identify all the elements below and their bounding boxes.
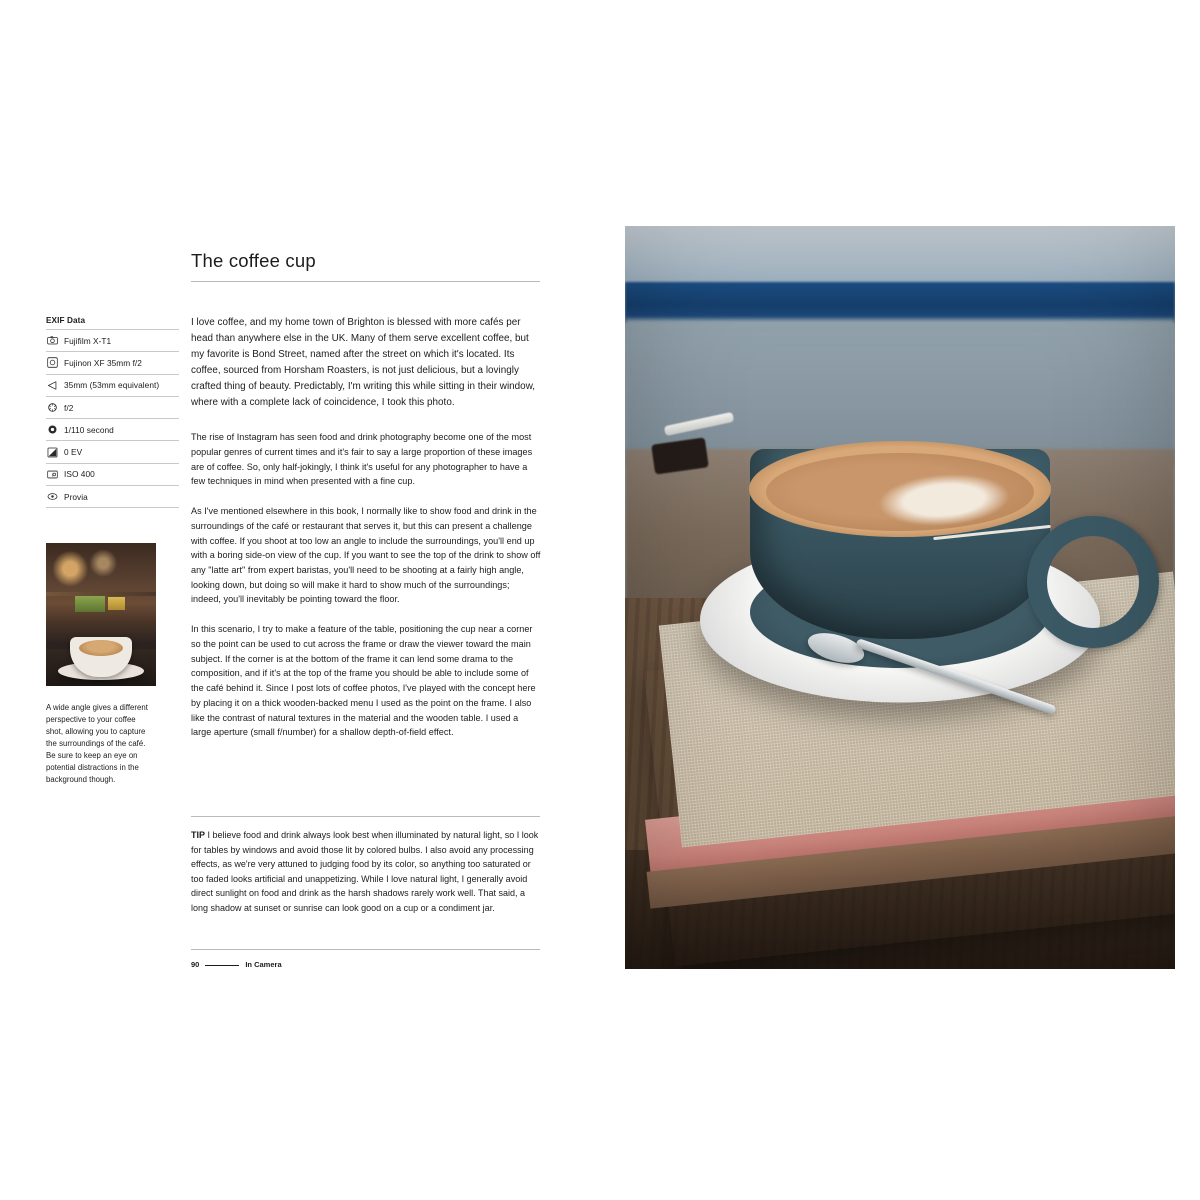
main-photo: [625, 226, 1175, 969]
exif-row-aperture: [46, 396, 179, 418]
book-title: In Camera: [245, 960, 282, 969]
exif-data-block: [46, 316, 179, 508]
body-paragraph-4: In this scenario, I try to make a feature of the table, positioning the cup near a corner so the point can be used to cut across the frame or draw the viewer toward the main subject. If the corner is at the bottom of the frame it can lend some drama to the composition, and if it's at the top of the frame you should be able to include some of the café behind it. Since I post lots of coffee photos, I've played with the concept here by placing it on a thick wooden-backed menu I used as the point on the frame. I also like the contrast of natural textures in the material and the wooden table. I used a large aperture (small f/number) for a shallow depth-of-field effect.: [191, 624, 536, 738]
tip-divider-bottom: [191, 949, 540, 950]
body-text-column: [191, 315, 541, 755]
body-paragraph-3: As I've mentioned elsewhere in this book, I normally like to show food and drink in the surroundings of the café or restaurant that serves it, but this can present a challenge with coffee. If you shoot at too low an angle to include the surroundings, you'll end up with a boring side-on view of the cup. If you want to see the top of the drink to show off any "latte art" from expert baristas, you'll need to be shooting at a fairly high angle, looking down, but doing so will make it hard to show much of the surroundings; indeed, you'll inevitably be pointing toward the floor.: [191, 506, 541, 605]
film-simulation-icon: [46, 491, 58, 503]
lens-icon: [46, 357, 58, 369]
exif-value-shutter-speed: 1/110 second: [64, 424, 114, 435]
tip-divider-top: [191, 816, 540, 817]
folio: [191, 960, 282, 969]
secondary-photo: [46, 543, 156, 686]
exif-row-shutter-speed: [46, 418, 179, 440]
svg-text:I: I: [51, 473, 53, 479]
iso-icon: [46, 468, 58, 480]
focal-length-icon: [46, 379, 58, 391]
tip-text: I believe food and drink always look best when illuminated by natural light, so I look for tables by windows and avoid those lit by colored bulbs. I also avoid any processing effects, as we're very attuned to judging food by its color, so anything too saturated or too faded looks artificial and unappetizing. While I love natural light, I generally avoid direct sunlight on food and drink as the harsh shadows rarely work well. That said, a long shadow at sunset or sunrise can look good on a cup or a condiment jar.: [191, 830, 539, 913]
exif-value-lens: Fujinon XF 35mm f/2: [64, 357, 142, 368]
exif-row-exposure-compensation: [46, 440, 179, 462]
secondary-photo-caption: A wide angle gives a different perspective to your coffee shot, allowing you to capture the surroundings of the café. Be sure to keep an eye on potential distractions in the background though.: [46, 703, 148, 785]
exif-value-film-simulation: Provia: [64, 491, 88, 502]
page-number: 90: [191, 960, 200, 969]
exif-value-aperture: f/2: [64, 402, 74, 413]
camera-icon: [46, 335, 58, 347]
page-title: The coffee cup: [191, 250, 316, 271]
tip-block: [191, 828, 541, 915]
exif-row-film-simulation: [46, 485, 179, 508]
exif-row-focal-length: [46, 374, 179, 396]
exif-value-exposure-compensation: 0 EV: [64, 447, 83, 458]
body-paragraph-2: The rise of Instagram has seen food and drink photography become one of the most popular genres of current times and it's fair to say a large proportion of these images are of coffee. So, only half-jokingly, I think it's useful for any photographer to have a few techniques in mind when presented with a fine cup.: [191, 432, 533, 487]
exif-value-iso: ISO 400: [64, 469, 95, 480]
exif-heading: EXIF Data: [46, 316, 86, 325]
folio-rule: [205, 965, 239, 966]
aperture-icon: [46, 402, 58, 414]
exif-row-iso: [46, 463, 179, 485]
tip-label: TIP: [191, 830, 206, 840]
title-divider: [191, 281, 540, 282]
exif-row-camera: [46, 329, 179, 351]
body-paragraph-1: I love coffee, and my home town of Brighton is blessed with more cafés per head than anywhere else in the UK. Many of them serve excellent coffee, but my favorite is Bond Street, named after the street on which it's located. Its coffee, sourced from Horsham Roasters, is not just delicious, but a lovingly crafted thing of beauty. Predictably, I'm writing this while sitting in their window, where with a complete lack of coincidence, I took this photo.: [191, 317, 536, 409]
exif-value-camera: Fujifilm X-T1: [64, 335, 112, 346]
exif-row-lens: [46, 351, 179, 373]
exif-value-focal-length: 35mm (53mm equivalent): [64, 380, 160, 391]
exposure-compensation-icon: [46, 446, 58, 458]
shutter-speed-icon: [46, 424, 58, 436]
